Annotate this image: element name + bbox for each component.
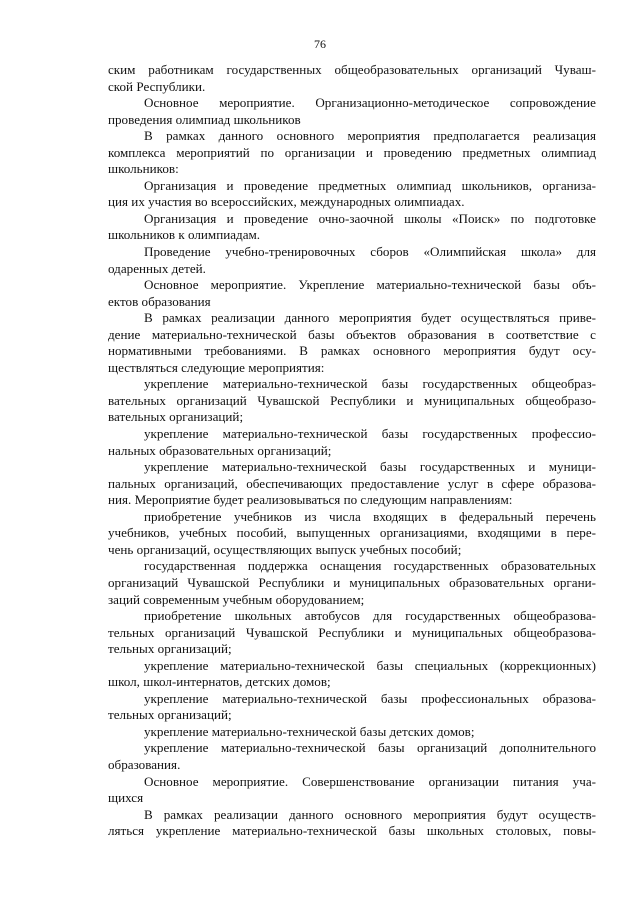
text-line: Основное мероприятие. Укрепление материально-технической базы объ- [144, 277, 596, 293]
text-line: В рамках данного основного мероприятия предполагается реализация [144, 128, 596, 144]
text-line: нальных образовательных организаций; [108, 442, 332, 458]
text-line: одаренных детей. [108, 260, 206, 276]
text-line: Организация и проведение предметных олимпиад школьников, организа- [144, 177, 596, 193]
text-line: заций современным учебным оборудованием; [108, 591, 365, 607]
text-line: В рамках реализации данного основного мероприятия будут осуществ- [144, 806, 596, 822]
page-number: 76 [314, 37, 326, 51]
text-line: ществляться следующие мероприятия: [108, 359, 325, 375]
text-line: ния. Мероприятие будет реализовываться по следующим направлениям: [108, 492, 513, 508]
text-line: комплекса мероприятий по организации и проведению предметных олимпиад [108, 144, 596, 160]
text-line: укрепление материально-технической базы государственных общеобраз- [144, 376, 596, 392]
text-line: ской Республики. [108, 78, 206, 94]
text-line: школ, школ-интернатов, детских домов; [108, 674, 331, 690]
text-line: приобретение школьных автобусов для государственных общеобразова- [144, 608, 596, 624]
text-line: дение материально-технической базы объектов образования в соответствие с [108, 326, 596, 342]
text-line: ектов образования [108, 293, 211, 309]
text-line: укрепление материально-технической базы государственных и муници- [144, 459, 596, 475]
text-line: тельных организаций Чувашской Республики и муниципальных общеобразова- [108, 624, 596, 640]
text-line: Проведение учебно-тренировочных сборов «Олимпийская школа» для [144, 244, 596, 260]
text-line: пальных организаций, обеспечивающих предоставление услуг в сфере образова- [108, 475, 596, 491]
text-line: государственная поддержка оснащения государственных образовательных [144, 558, 596, 574]
text-line: организаций Чувашской Республики и муниципальных образовательных органи- [108, 574, 596, 590]
text-line: укрепление материально-технической базы специальных (коррекционных) [144, 657, 596, 673]
text-line: учебников, учебных пособий, выпущенных организациями, входящими в пере- [108, 525, 596, 541]
text-line: тельных организаций; [108, 707, 232, 723]
text-line: нормативными требованиями. В рамках основного мероприятия будут осу- [108, 343, 596, 359]
text-line: школьников к олимпиадам. [108, 227, 261, 243]
text-line: приобретение учебников из числа входящих в федеральный перечень [144, 508, 596, 524]
text-line: В рамках реализации данного мероприятия будет осуществляться приве- [144, 310, 596, 326]
text-line: ция их участия во всероссийских, международных олимпиадах. [108, 194, 465, 210]
text-line: Организация и проведение очно-заочной школы «Поиск» по подготовке [144, 210, 596, 226]
text-line: укрепление материально-технической базы профессиональных образова- [144, 690, 596, 706]
text-line: образования. [108, 756, 181, 772]
text-line: укрепление материально-технической базы государственных профессио- [144, 426, 596, 442]
text-line: тельных организаций; [108, 641, 232, 657]
body-text [108, 62, 596, 840]
text-line: школьников: [108, 161, 179, 177]
text-line: вательных организаций Чувашской Республики и муниципальных общеобразо- [108, 392, 596, 408]
text-line: проведения олимпиад школьников [108, 111, 301, 127]
text-line: укрепление материально-технической базы организаций дополнительного [144, 740, 596, 756]
text-line: ляться укрепление материально-технической базы школьных столовых, повы- [108, 823, 596, 839]
text-line: щихся [108, 790, 144, 806]
text-line: Основное мероприятие. Организационно-методическое сопровождение [144, 95, 596, 111]
text-line: Основное мероприятие. Совершенствование организации питания уча- [144, 773, 596, 789]
text-line: чень организаций, осуществляющих выпуск учебных пособий; [108, 541, 462, 557]
text-line: вательных организаций; [108, 409, 244, 425]
text-line: укрепление материально-технической базы детских домов; [144, 723, 475, 739]
text-line: ским работникам государственных общеобразовательных организаций Чуваш- [108, 62, 596, 77]
